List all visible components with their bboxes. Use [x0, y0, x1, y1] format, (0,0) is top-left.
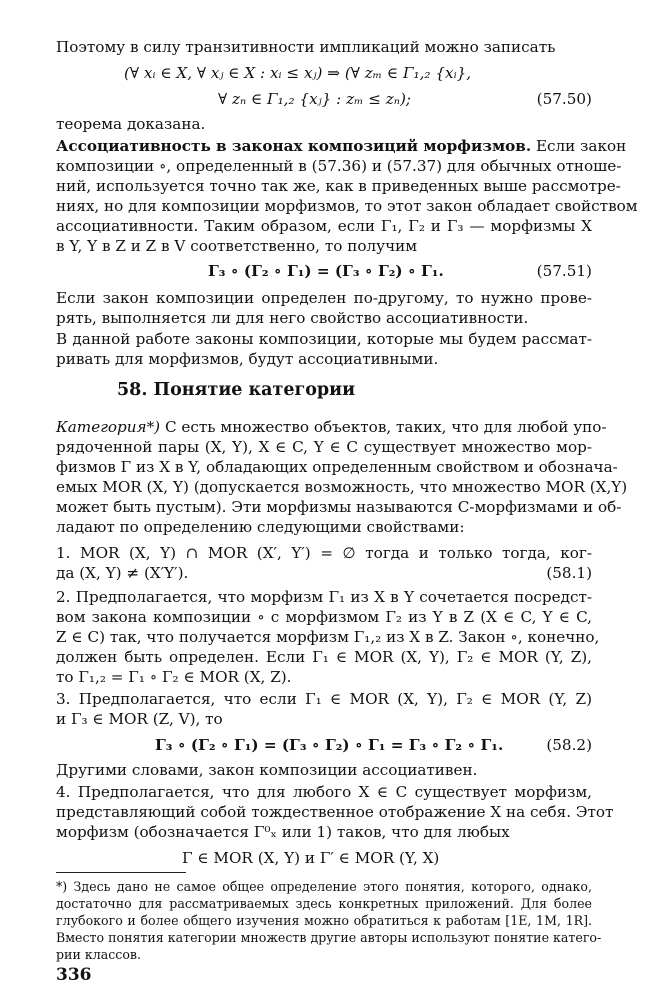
text-line: В данной работе законы композиции, которые мы будем рассмат-	[56, 330, 592, 348]
text-line: ассоциативности. Таким образом, если Γ₁, Γ₂ и Γ₃ — морфизмы X	[56, 217, 592, 235]
text-line: Если закон композиции определен по-другому, то нужно прове-	[56, 289, 592, 307]
text-line: емых MOR (X, Y) (допускается возможность, что множество MOR (X,Y)	[56, 478, 628, 496]
footnote-line: *) Здесь дано не самое общее определение этого понятия, которого, однако,	[56, 879, 592, 894]
footnote-line: достаточно для рассматриваемых здесь конкретных приложений. Для более	[56, 896, 592, 911]
equation-number: (57.50)	[536, 90, 592, 108]
equation-number: (58.2)	[546, 736, 592, 754]
text-line: ладают по определению следующими свойствами:	[56, 518, 465, 536]
text-line: рядоченной пары (X, Y), X ∈ C, Y ∈ C существует множество мор-	[56, 438, 592, 456]
text-line	[56, 418, 607, 437]
text-line: рять, выполняется ли для него свойство ассоциативности.	[56, 309, 529, 327]
text-line: 2. Предполагается, что морфизм Γ₁ из X в Y сочетается посредст-	[56, 588, 592, 606]
text-line: Z ∈ C) так, что получается морфизм Γ₁,₂ из X в Z. Закон ∘, конечно,	[56, 628, 600, 646]
equation-number: (57.51)	[536, 262, 592, 280]
text-line: морфизм (обозначается Γ⁰ₓ или 1) таков, что для любых	[56, 823, 510, 841]
text-line: в Y, Y в Z и Z в V соответственно, то получим	[56, 237, 418, 255]
footnote-line: глубокого и более общего изучения можно обратиться к работам [1E, 1M, 1R].	[56, 913, 592, 928]
equation-morphisms: Γ ∈ MOR (X, Y) и Γ′ ∈ MOR (Y, X)	[182, 849, 440, 867]
text-line: 4. Предполагается, что для любого X ∈ C существует морфизм,	[56, 783, 592, 801]
text-line: может быть пустым). Эти морфизмы называются C-морфизмами и об-	[56, 498, 622, 516]
text-line: да (X, Y) ≠ (X′Y′).	[56, 564, 189, 582]
run-in-heading: Ассоциативность в законах композиций морфизмов.	[56, 137, 532, 155]
text-line: должен быть определен. Если Γ₁ ∈ MOR (X, Y), Γ₂ ∈ MOR (Y, Z),	[56, 648, 592, 666]
footnote-line: Вместо понятия категории множеств другие авторы используют понятие катего-	[56, 930, 602, 945]
section-heading: 58. Понятие категории	[117, 380, 356, 400]
text-line: композиции ∘, определенный в (57.36) и (57.37) для обычных отноше-	[56, 157, 622, 175]
equation-57-51: Γ₃ ∘ (Γ₂ ∘ Γ₁) = (Γ₃ ∘ Γ₂) ∘ Γ₁.	[208, 262, 444, 280]
text-line: ниях, но для композиции морфизмов, то этот закон обладает свойством	[56, 197, 638, 215]
text-line: физмов Γ из X в Y, обладающих определенным свойством и обознача-	[56, 458, 618, 476]
text-fragment: C есть множество объектов, таких, что для любой упо-	[164, 418, 607, 436]
equation-57-50-line2: ∀ zₙ ∈ Γ₁,₂ {xⱼ} : zₘ ≤ zₙ);	[218, 90, 411, 108]
equation-57-50-line1: (∀ xᵢ ∈ X, ∀ xⱼ ∈ X : xᵢ ≤ xⱼ) ⇒ (∀ zₘ ∈ Γ₁,₂ {xᵢ},	[124, 64, 472, 82]
page-number: 336	[56, 965, 92, 985]
text-line: Поэтому в силу транзитивности импликаций можно записать	[56, 38, 556, 56]
text-line	[56, 137, 627, 156]
equation-number: (58.1)	[546, 564, 592, 582]
text-line: вом закона композиции ∘ с морфизмом Γ₂ из Y в Z (X ∈ C, Y ∈ C,	[56, 608, 592, 626]
text-fragment: Если закон	[535, 137, 627, 155]
term-category: Категория*)	[56, 418, 161, 436]
equation-58-2: Γ₃ ∘ (Γ₂ ∘ Γ₁) = (Γ₃ ∘ Γ₂) ∘ Γ₁ = Γ₃ ∘ Γ₂ ∘ Γ₁.	[155, 736, 504, 754]
text-line: представляющий собой тождественное отображение X на себя. Этот	[56, 803, 614, 821]
text-line: и Γ₃ ∈ MOR (Z, V), то	[56, 710, 223, 728]
text-line: ривать для морфизмов, будут ассоциативными.	[56, 350, 439, 368]
text-line: Другими словами, закон композиции ассоциативен.	[56, 761, 478, 779]
footnote-divider	[56, 872, 186, 873]
text-line: то Γ₁,₂ = Γ₁ ∘ Γ₂ ∈ MOR (X, Z).	[56, 668, 292, 686]
text-line: теорема доказана.	[56, 115, 206, 133]
text-line: ний, используется точно так же, как в приведенных выше рассмотре-	[56, 177, 621, 195]
text-line: 1. MOR (X, Y) ∩ MOR (X′, Y′) = ∅ тогда и только тогда, ког-	[56, 544, 592, 562]
text-line: 3. Предполагается, что если Γ₁ ∈ MOR (X, Y), Γ₂ ∈ MOR (Y, Z)	[56, 690, 592, 708]
footnote-line: рии классов.	[56, 947, 142, 962]
